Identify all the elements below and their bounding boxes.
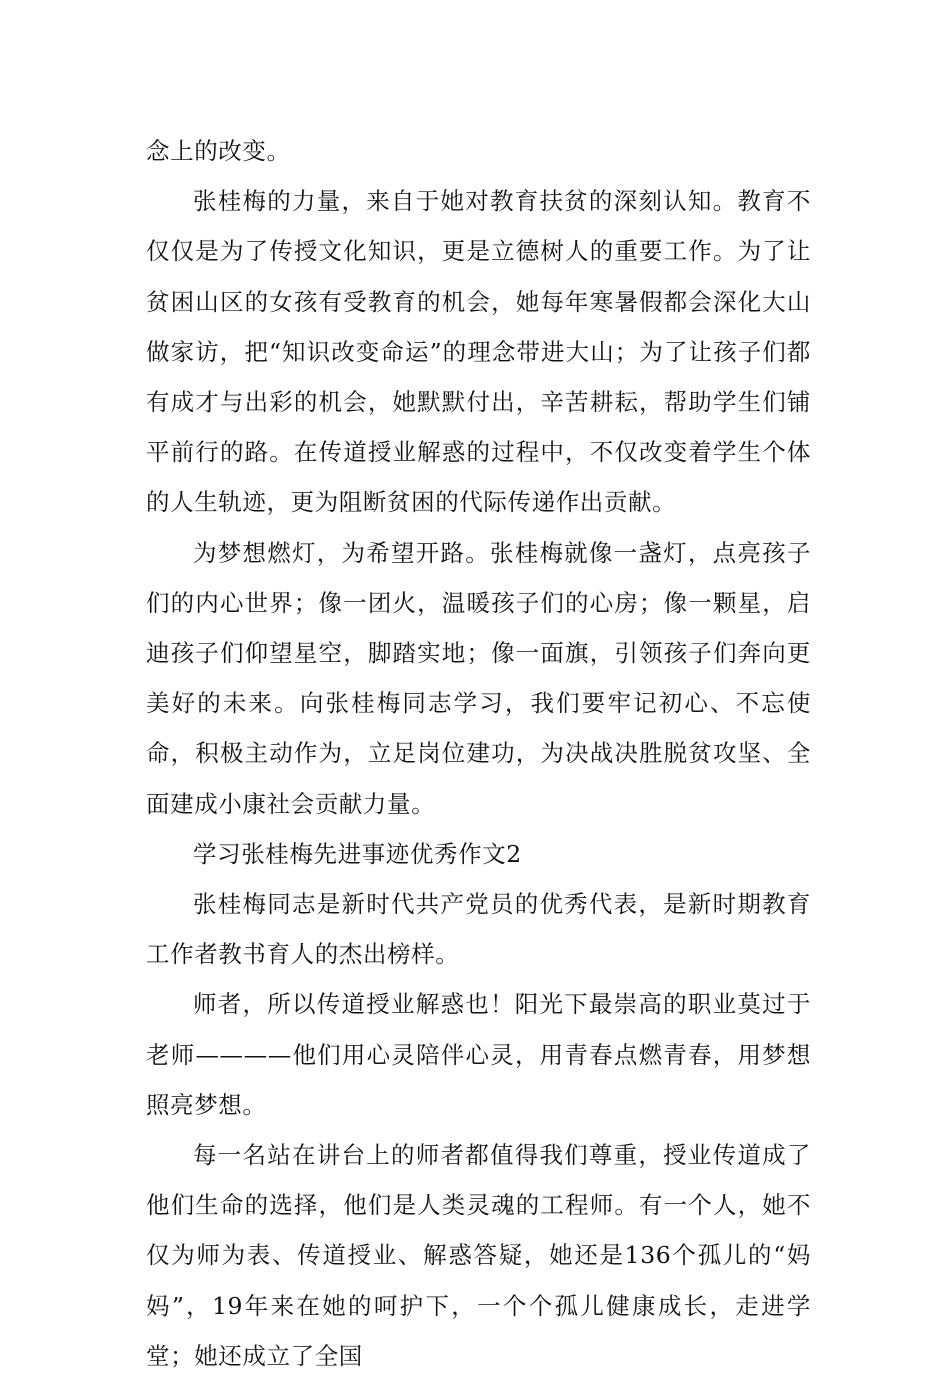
document-body: [146, 126, 811, 1381]
paragraph-role-model: 张桂梅同志是新时代共产党员的优秀代表，是新时期教育工作者教书育人的杰出榜样。: [146, 890, 811, 969]
paragraph-continuation: 念上的改变。: [146, 137, 291, 165]
paragraph-orphans-mother: 每一名站在讲台上的师者都值得我们尊重，授业传道成了他们生命的选择，他们是人类灵魂的工程师。有一个人，她不仅为师为表、传道授业、解惑答疑，她还是136个孤儿的“妈妈”，19年来在她的呵护下，一个个孤儿健康成长，走进学堂；她还成立了全国: [146, 1141, 811, 1370]
essay-heading: 学习张桂梅先进事迹优秀作文2: [193, 839, 522, 868]
paragraph-education-poverty: 张桂梅的力量，来自于她对教育扶贫的深刻认知。教育不仅仅是为了传授文化知识，更是立德树人的重要工作。为了让贫困山区的女孩有受教育的机会，她每年寒暑假都会深化大山做家访，把“知识改变命运”的理念带进大山；为了让孩子们都有成才与出彩的机会，她默默付出，辛苦耕耘，帮助学生们铺平前行的路。在传道授业解惑的过程中，不仅改变着学生个体的人生轨迹，更为阻断贫困的代际传递作出贡献。: [146, 187, 811, 517]
paragraph-teacher-quote: 师者，所以传道授业解惑也！阳光下最崇高的职业莫过于老师————他们用心灵陪伴心灵，用青春点燃青春，用梦想照亮梦想。: [146, 990, 811, 1119]
paragraph-light-for-dreams: 为梦想燃灯，为希望开路。张桂梅就像一盏灯，点亮孩子们的内心世界；像一团火，温暖孩子们的心房；像一颗星，启迪孩子们仰望星空，脚踏实地；像一面旗，引领孩子们奔向更美好的未来。向张桂梅同志学习，我们要牢记初心、不忘使命，积极主动作为，立足岗位建功，为决战决胜脱贫攻坚、全面建成小康社会贡献力量。: [146, 538, 811, 818]
